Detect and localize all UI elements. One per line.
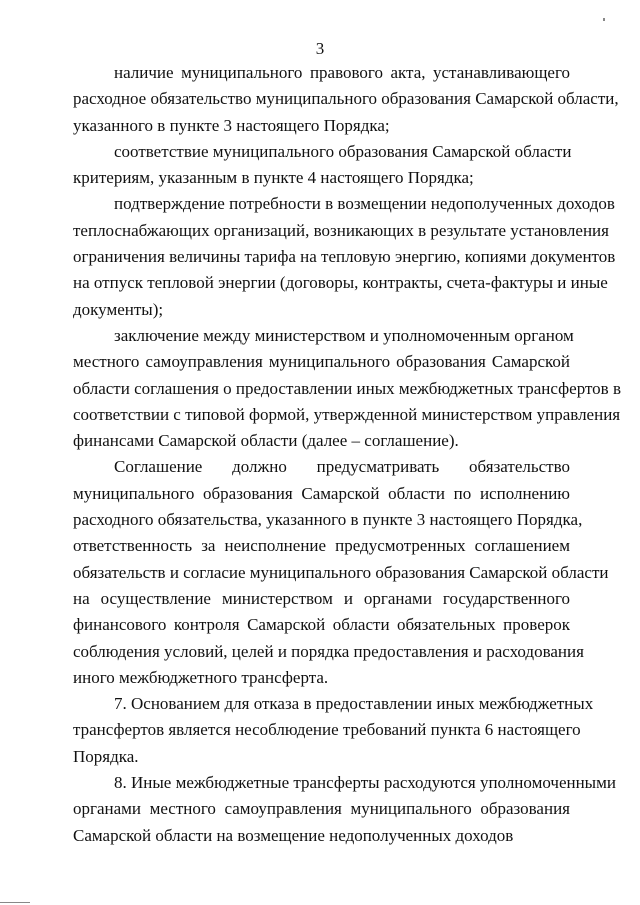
text-line: трансфертов является несоблюдение требований пункта 6 настоящего	[73, 720, 581, 740]
text-line: подтверждение потребности в возмещении недополученных доходов	[114, 194, 615, 214]
text-line: теплоснабжающих организаций, возникающих в результате установления	[73, 220, 609, 240]
text-line: 8. Иные межбюджетные трансферты расходуются уполномоченными	[114, 773, 616, 793]
paragraph	[73, 770, 616, 849]
text-line: финансами Самарской области (далее – соглашение).	[73, 431, 459, 451]
text-line: критериям, указанным в пункте 4 настоящего Порядка;	[73, 168, 474, 188]
text-line: местного самоуправления муниципального образования Самарской	[73, 352, 570, 372]
text-line: ответственность за неисполнение предусмотренных соглашением	[73, 536, 570, 556]
text-line: органами местного самоуправления муниципального образования	[73, 799, 570, 819]
page-number: 3	[315, 39, 325, 58]
text-line: обязательств и согласие муниципального образования Самарской области	[73, 562, 609, 582]
text-line: указанного в пункте 3 настоящего Порядка;	[73, 115, 390, 135]
paragraph	[73, 323, 621, 454]
text-line: на отпуск тепловой энергии (договоры, контракты, счета-фактуры и иные	[73, 273, 608, 293]
text-line: Соглашение должно предусматривать обязательство	[114, 457, 570, 477]
text-line: соблюдения условий, целей и порядка предоставления и расходования	[73, 641, 584, 661]
text-line: соответствии с типовой формой, утвержденной министерством управления	[73, 404, 621, 424]
paragraph	[73, 691, 594, 770]
text-line: документы);	[73, 299, 164, 319]
text-line: ограничения величины тарифа на тепловую энергию, копиями документов	[73, 247, 616, 267]
paragraph	[73, 191, 616, 322]
text-line: на осуществление министерством и органами государственного	[73, 588, 570, 608]
text-line: финансового контроля Самарской области обязательных проверок	[73, 615, 570, 635]
text-line: области соглашения о предоставлении иных межбюджетных трансфертов в	[73, 378, 621, 398]
text-line: 7. Основанием для отказа в предоставлении иных межбюджетных	[114, 694, 594, 714]
text-line: Самарской области на возмещение недополученных доходов	[73, 825, 514, 845]
text-line: Порядка.	[73, 746, 139, 766]
document-body	[73, 60, 621, 849]
paragraph	[73, 139, 570, 192]
paragraph	[73, 454, 609, 691]
text-line: расходное обязательство муниципального образования Самарской области,	[73, 89, 619, 109]
text-line: соответствие муниципального образования Самарской области	[114, 141, 572, 161]
scan-edge-mark	[0, 902, 30, 903]
text-line: иного межбюджетного трансферта.	[73, 667, 329, 687]
text-line: заключение между министерством и уполномоченным органом	[114, 325, 574, 345]
paragraph	[73, 60, 619, 139]
text-line: муниципального образования Самарской области по исполнению	[73, 483, 570, 503]
text-line: расходного обязательства, указанного в пункте 3 настоящего Порядка,	[73, 510, 583, 530]
text-line: наличие муниципального правового акта, устанавливающего	[114, 63, 570, 82]
scan-speck	[603, 18, 605, 21]
